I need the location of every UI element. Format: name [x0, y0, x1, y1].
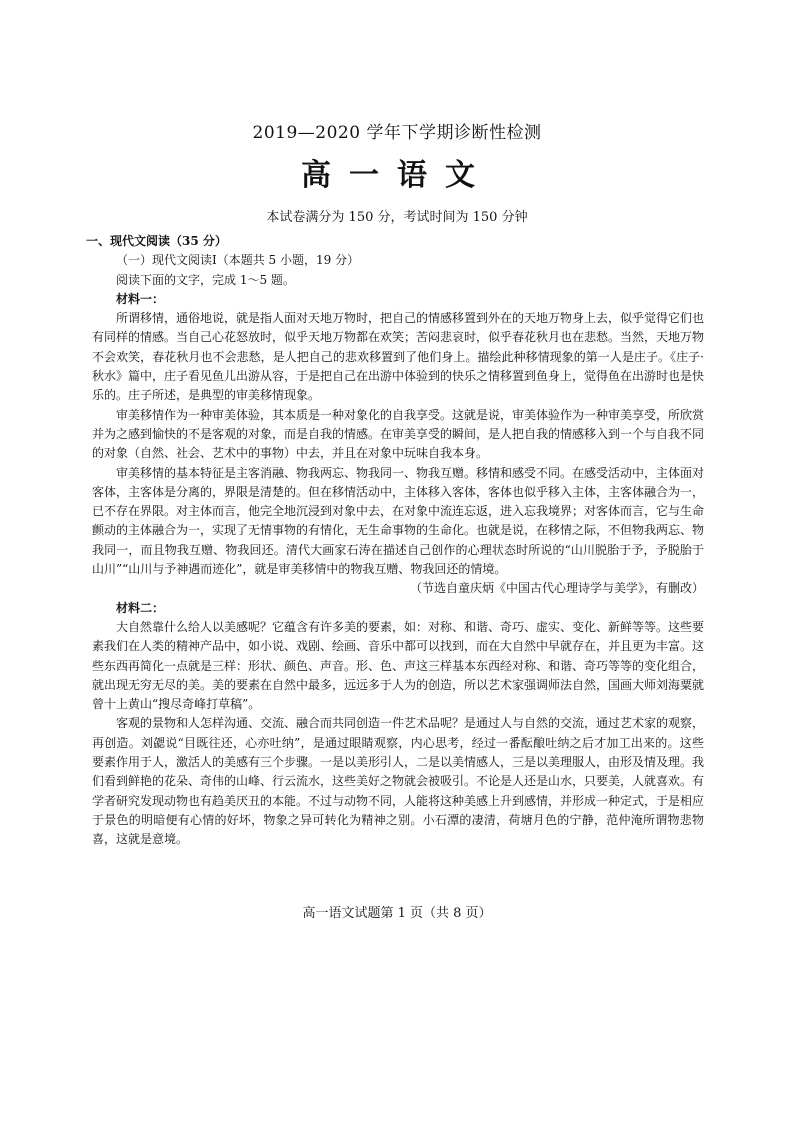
material-2-paragraph: 大自然靠什么给人以美感呢？它蕴含有许多美的要素，如：对称、和谐、奇巧、虚实、变化、新鲜等等。这些要素我们在人类的精神产品中，如小说、戏剧、绘画、音乐中都可以找到，而在大自然中早就存在，并且更为丰富。这些东西再简化一点就是三样：形状、颜色、声音。形、色、声这三样基本东西经对称、和谐、奇巧等等的变化组合，就出现无穷无尽的美。美的要素在自然中最多，远远多于人为的创造，所以艺术家强调师法自然，国画大师刘海粟就曾十上黄山“搜尽奇峰打草稿”。	[92, 619, 705, 712]
material-1-paragraph: 审美移情作为一种审美体验，其本质是一种对象化的自我享受。这就是说，审美体验作为一种审美享受，所欣赏并为之感到愉快的不是客观的对象，而是自我的情感。在审美享受的瞬间，是人把自我的情感移入到一个与自我不同的对象（自然、社会、艺术中的事物）中去，并且在对象中玩味自我本身。	[92, 407, 705, 461]
page-title: 高一语文	[301, 158, 493, 193]
material-1-paragraph: 所谓移情，通俗地说，就是指人面对天地万物时，把自己的情感移置到外在的天地万物身上去，似乎觉得它们也有同样的情感。当自己心花怒放时，似乎天地万物都在欢笑；苦闷悲哀时，似乎春花秋月也在悲愁。当然，天地万物不会欢笑，春花秋月也不会悲愁，是人把自己的悲欢移置到了他们身上。描绘此种移情现象的第一人是庄子。《庄子·秋水》篇中，庄子看见鱼儿出游从容，于是把自己在出游中体验到的快乐之情移置到鱼身上，觉得鱼在出游时也是快乐的。庄子所述，是典型的审美移情现象。	[92, 311, 705, 403]
exam-body	[86, 232, 705, 850]
material-1-source: （节选自童庆炳《中国古代心理诗学与美学》，有删改）	[409, 581, 704, 596]
material-1-label: 材料一：	[116, 291, 165, 306]
material-2-paragraph: 客观的景物和人怎样沟通、交流、融合而共同创造一件艺术品呢？是通过人与自然的交流，通过艺术家的观察，再创造。刘勰说“目既往还，心亦吐纳”，是通过眼睛观察，内心思考，经过一番酝酿吐纳之后才加工出来的。这些要素作用于人，激活人的美感有三个步骤。一是以美形引人，二是以美情感人，三是以美理服人，由形及情及理。我们看到鲜艳的花朵、奇伟的山峰、行云流水，这些美好之物就会被吸引。不论是人还是山水，只要美，人就喜欢。有学者研究发现动物也有趋美厌丑的本能。不过与动物不同，人能将这种美感上升到感情，并形成一种定式，于是相应于景色的明暗便有心情的好坏，物象之异可转化为精神之别。小石潭的凄清，荷塘月色的宁静，范仲淹所谓物悲物喜，这就是意境。	[92, 716, 705, 847]
subsection-heading: （一）现代文阅读Ⅰ（本题共 5 小题，19 分）	[116, 253, 360, 268]
section-heading: 一、现代文阅读（35 分）	[86, 234, 227, 248]
exam-info: 本试卷满分为 150 分，考试时间为 150 分钟	[266, 210, 528, 225]
material-1-paragraph: 审美移情的基本特征是主客消融、物我两忘、物我同一、物我互赠。移情和感受不同。在感受活动中，主体面对客体，主客体是分离的，界限是清楚的。但在移情活动中，主体移入客体，客体也似乎移入主体，主客体融合为一，已不存在界限。对主体而言，他完全地沉浸到对象中去，在对象中流连忘返，进入忘我境界；对客体而言，它与生命颤动的主体融合为一，实现了无情事物的有情化，无生命事物的生命化。也就是说，在移情之际，不但物我两忘、物我同一，而且物我互赠、物我回还。清代大画家石涛在描述自己创作的心理状态时所说的“山川脱胎于予，予脱胎于山川”“山川与予神遇而迹化”，就是审美移情中的物我互赠、物我回还的情境。	[92, 465, 705, 577]
instruction-text: 阅读下面的文字，完成 1～5 题。	[116, 272, 295, 287]
page-footer: 高一语文试题第 1 页（共 8 页）	[302, 906, 492, 921]
exam-header: 2019—2020 学年下学期诊断性检测	[252, 123, 542, 143]
material-2-label: 材料二：	[116, 600, 165, 615]
